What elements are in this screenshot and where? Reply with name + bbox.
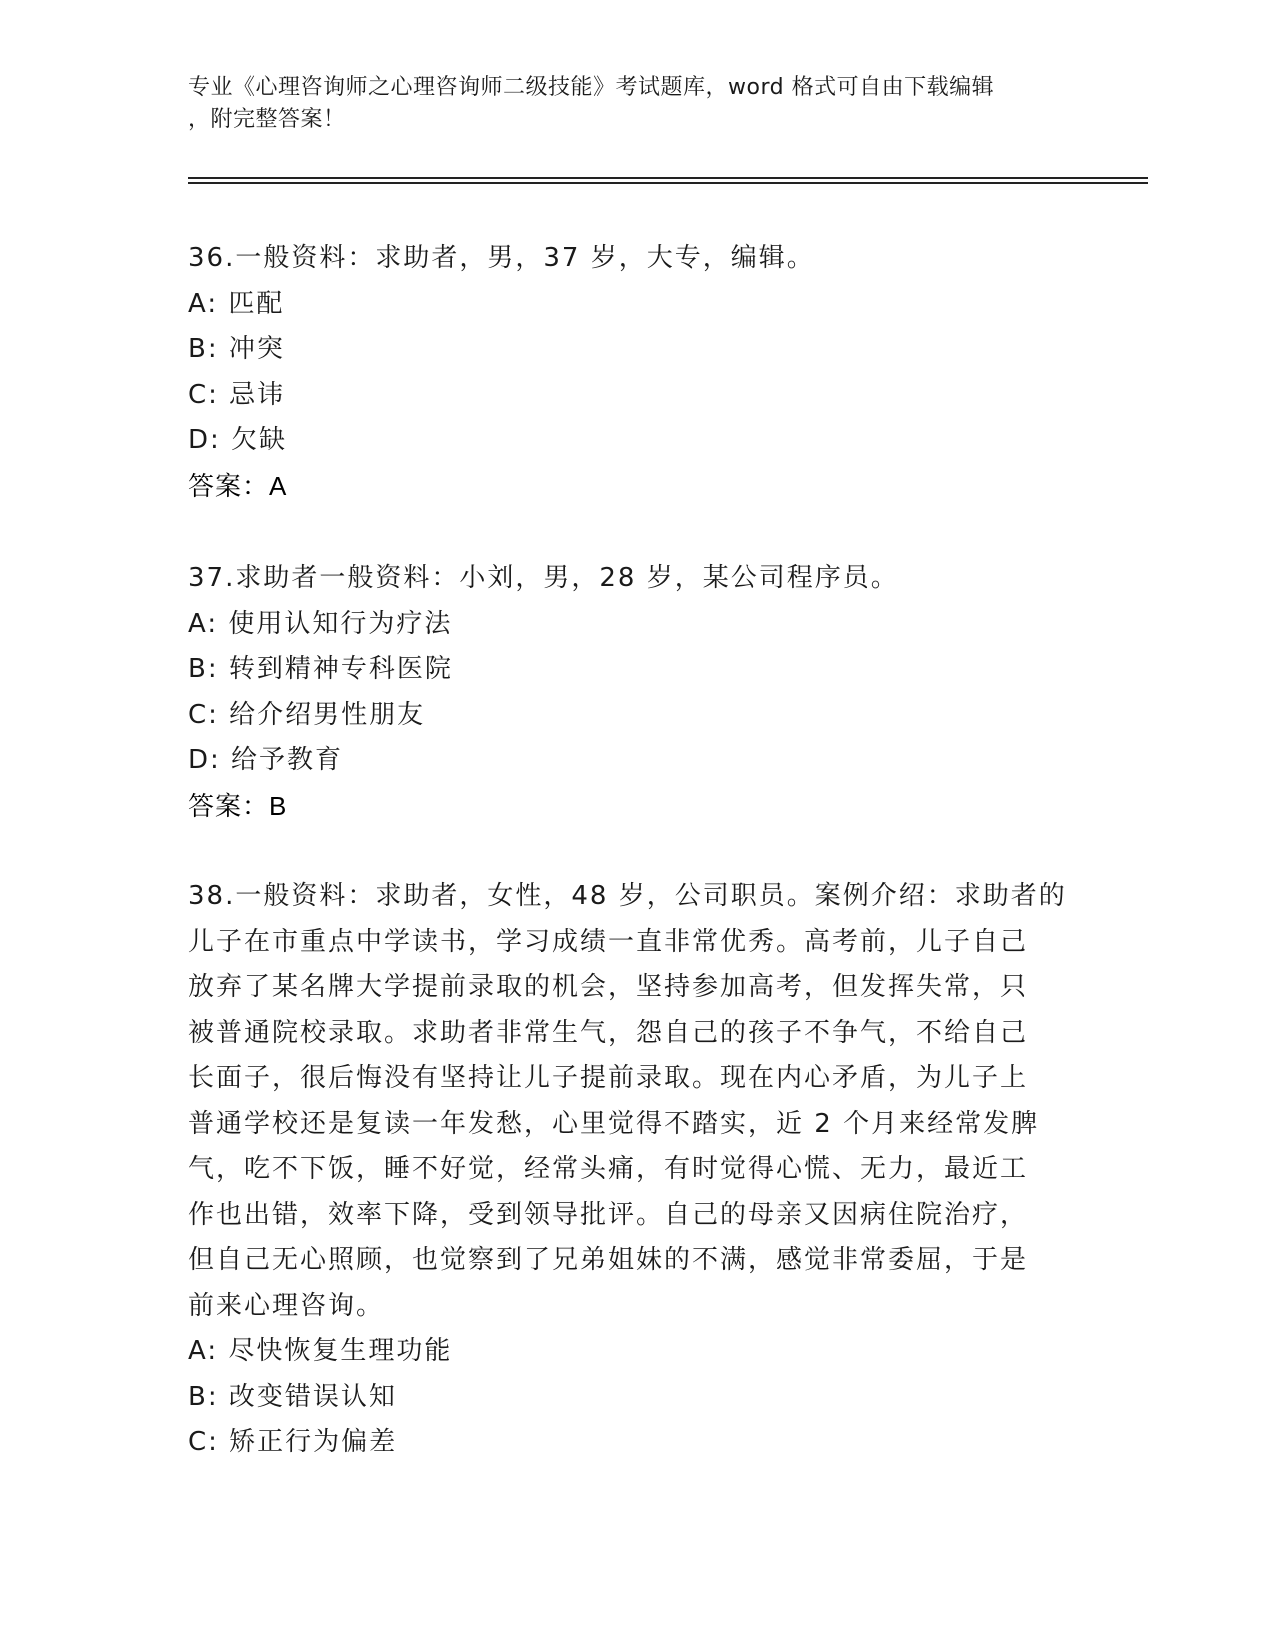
question-stem-line: 38.一般资料：求助者，女性，48 岁，公司职员。案例介绍：求助者的 bbox=[188, 881, 1067, 911]
header-line-1: 专业《心理咨询师之心理咨询师二级技能》考试题库，word 格式可自由下载编辑 bbox=[188, 75, 995, 100]
question-stem-line: 长面子，很后悔没有坚持让儿子提前录取。现在内心矛盾，为儿子上 bbox=[188, 1063, 1029, 1093]
option-a: A: 尽快恢复生理功能 bbox=[188, 1336, 453, 1366]
question-37 bbox=[188, 556, 1088, 829]
question-stem-line: 作也出错，效率下降，受到领导批评。自己的母亲又因病住院治疗， bbox=[188, 1199, 1029, 1230]
question-stem-line: 儿子在市重点中学读书，学习成绩一直非常优秀。高考前，儿子自己 bbox=[188, 926, 1029, 957]
question-stem: 37.求助者一般资料：小刘，男，28 岁，某公司程序员。 bbox=[188, 563, 899, 593]
answer: 答案：B bbox=[188, 790, 288, 821]
question-38 bbox=[188, 874, 1088, 1466]
question-stem-line: 普通学校还是复读一年发愁，心里觉得不踏实，近 2 个月来经常发脾 bbox=[188, 1108, 1040, 1139]
question-stem: 36.一般资料：求助者，男，37 岁，大专，编辑。 bbox=[188, 243, 815, 273]
question-stem-line: 被普通院校录取。求助者非常生气，怨自己的孩子不争气，不给自己 bbox=[188, 1017, 1029, 1048]
document-header bbox=[188, 72, 1088, 136]
option-d: D: 给予教育 bbox=[188, 745, 344, 775]
question-stem-line: 放弃了某名牌大学提前录取的机会，坚持参加高考，但发挥失常，只 bbox=[188, 972, 1029, 1002]
question-stem-line: 但自己无心照顾，也觉察到了兄弟姐妹的不满，感觉非常委屈，于是 bbox=[188, 1245, 1029, 1275]
question-stem-line: 气，吃不下饭，睡不好觉，经常头痛，有时觉得心慌、无力，最近工 bbox=[188, 1154, 1029, 1184]
option-c: C: 给介绍男性朋友 bbox=[188, 699, 426, 730]
option-c: C: 矫正行为偏差 bbox=[188, 1427, 398, 1457]
option-c: C: 忌讳 bbox=[188, 379, 286, 410]
option-b: B: 转到精神专科医院 bbox=[188, 654, 453, 684]
option-d: D: 欠缺 bbox=[188, 425, 288, 455]
header-divider-bottom bbox=[188, 182, 1148, 184]
option-a: A: 匹配 bbox=[188, 288, 285, 319]
header-line-2: ，附完整答案！ bbox=[188, 107, 346, 132]
header-divider-top bbox=[188, 177, 1148, 179]
option-b: B: 改变错误认知 bbox=[188, 1381, 397, 1412]
option-b: B: 冲突 bbox=[188, 334, 285, 364]
answer: 答案：A bbox=[188, 470, 288, 501]
question-36 bbox=[188, 236, 1088, 509]
option-a: A: 使用认知行为疗法 bbox=[188, 608, 453, 639]
question-stem-line: 前来心理咨询。 bbox=[188, 1290, 385, 1321]
